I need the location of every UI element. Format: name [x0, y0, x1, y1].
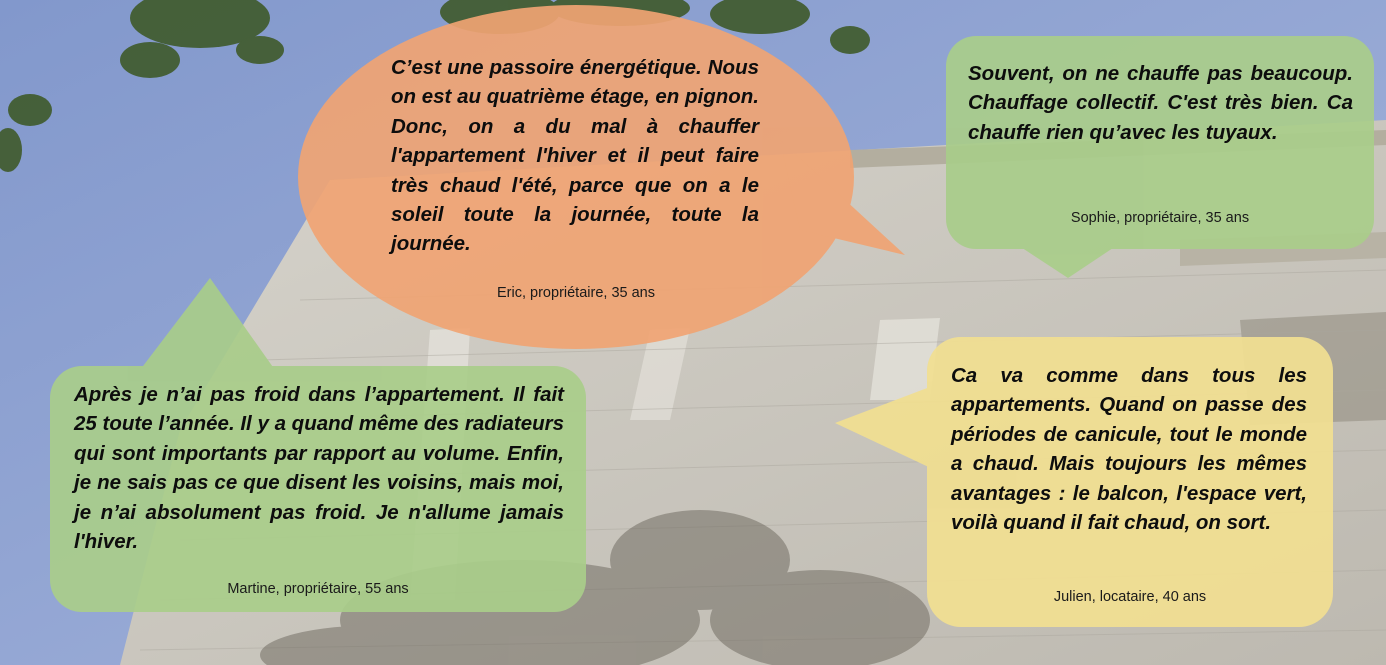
quote-martine-author: Martine, propriétaire, 55 ans — [227, 581, 409, 597]
quote-eric-author: Eric, propriétaire, 35 ans — [497, 285, 655, 301]
quote-julien-text: Ca va comme dans tous les appartements. Quand on passe des périodes de canicule, tout le monde a chaud. Mais toujours les mêmes avantages : le balcon, l'espace vert, voilà quand il fait chaud, on sort. — [951, 364, 1307, 535]
quote-eric-text: C’est une passoire énergétique. Nous on est au quatrième étage, en pignon. Donc, on a du mal à chauffer l'appartement l'hiver et il peut faire très chaud l'été, parce que on a le soleil toute la journée, toute la journée. — [391, 56, 759, 256]
quote-martine-text: Après je n’ai pas froid dans l’appartement. Il fait 25 toute l’année. Il y a quand même des radiateurs qui sont importants par rapport au volume. Enfin, je ne sais pas ce que disent les voisins, mais moi, je n’ai absolument pas froid. Je n'allume jamais l'hiver. — [74, 383, 564, 554]
quote-sophie-text: Souvent, on ne chauffe pas beaucoup. Chauffage collectif. C'est très bien. Ca chauffe rien qu’avec les tuyaux. — [968, 62, 1353, 144]
quote-sophie-author: Sophie, propriétaire, 35 ans — [1070, 210, 1250, 226]
quote-julien-author: Julien, locataire, 40 ans — [1053, 589, 1207, 605]
